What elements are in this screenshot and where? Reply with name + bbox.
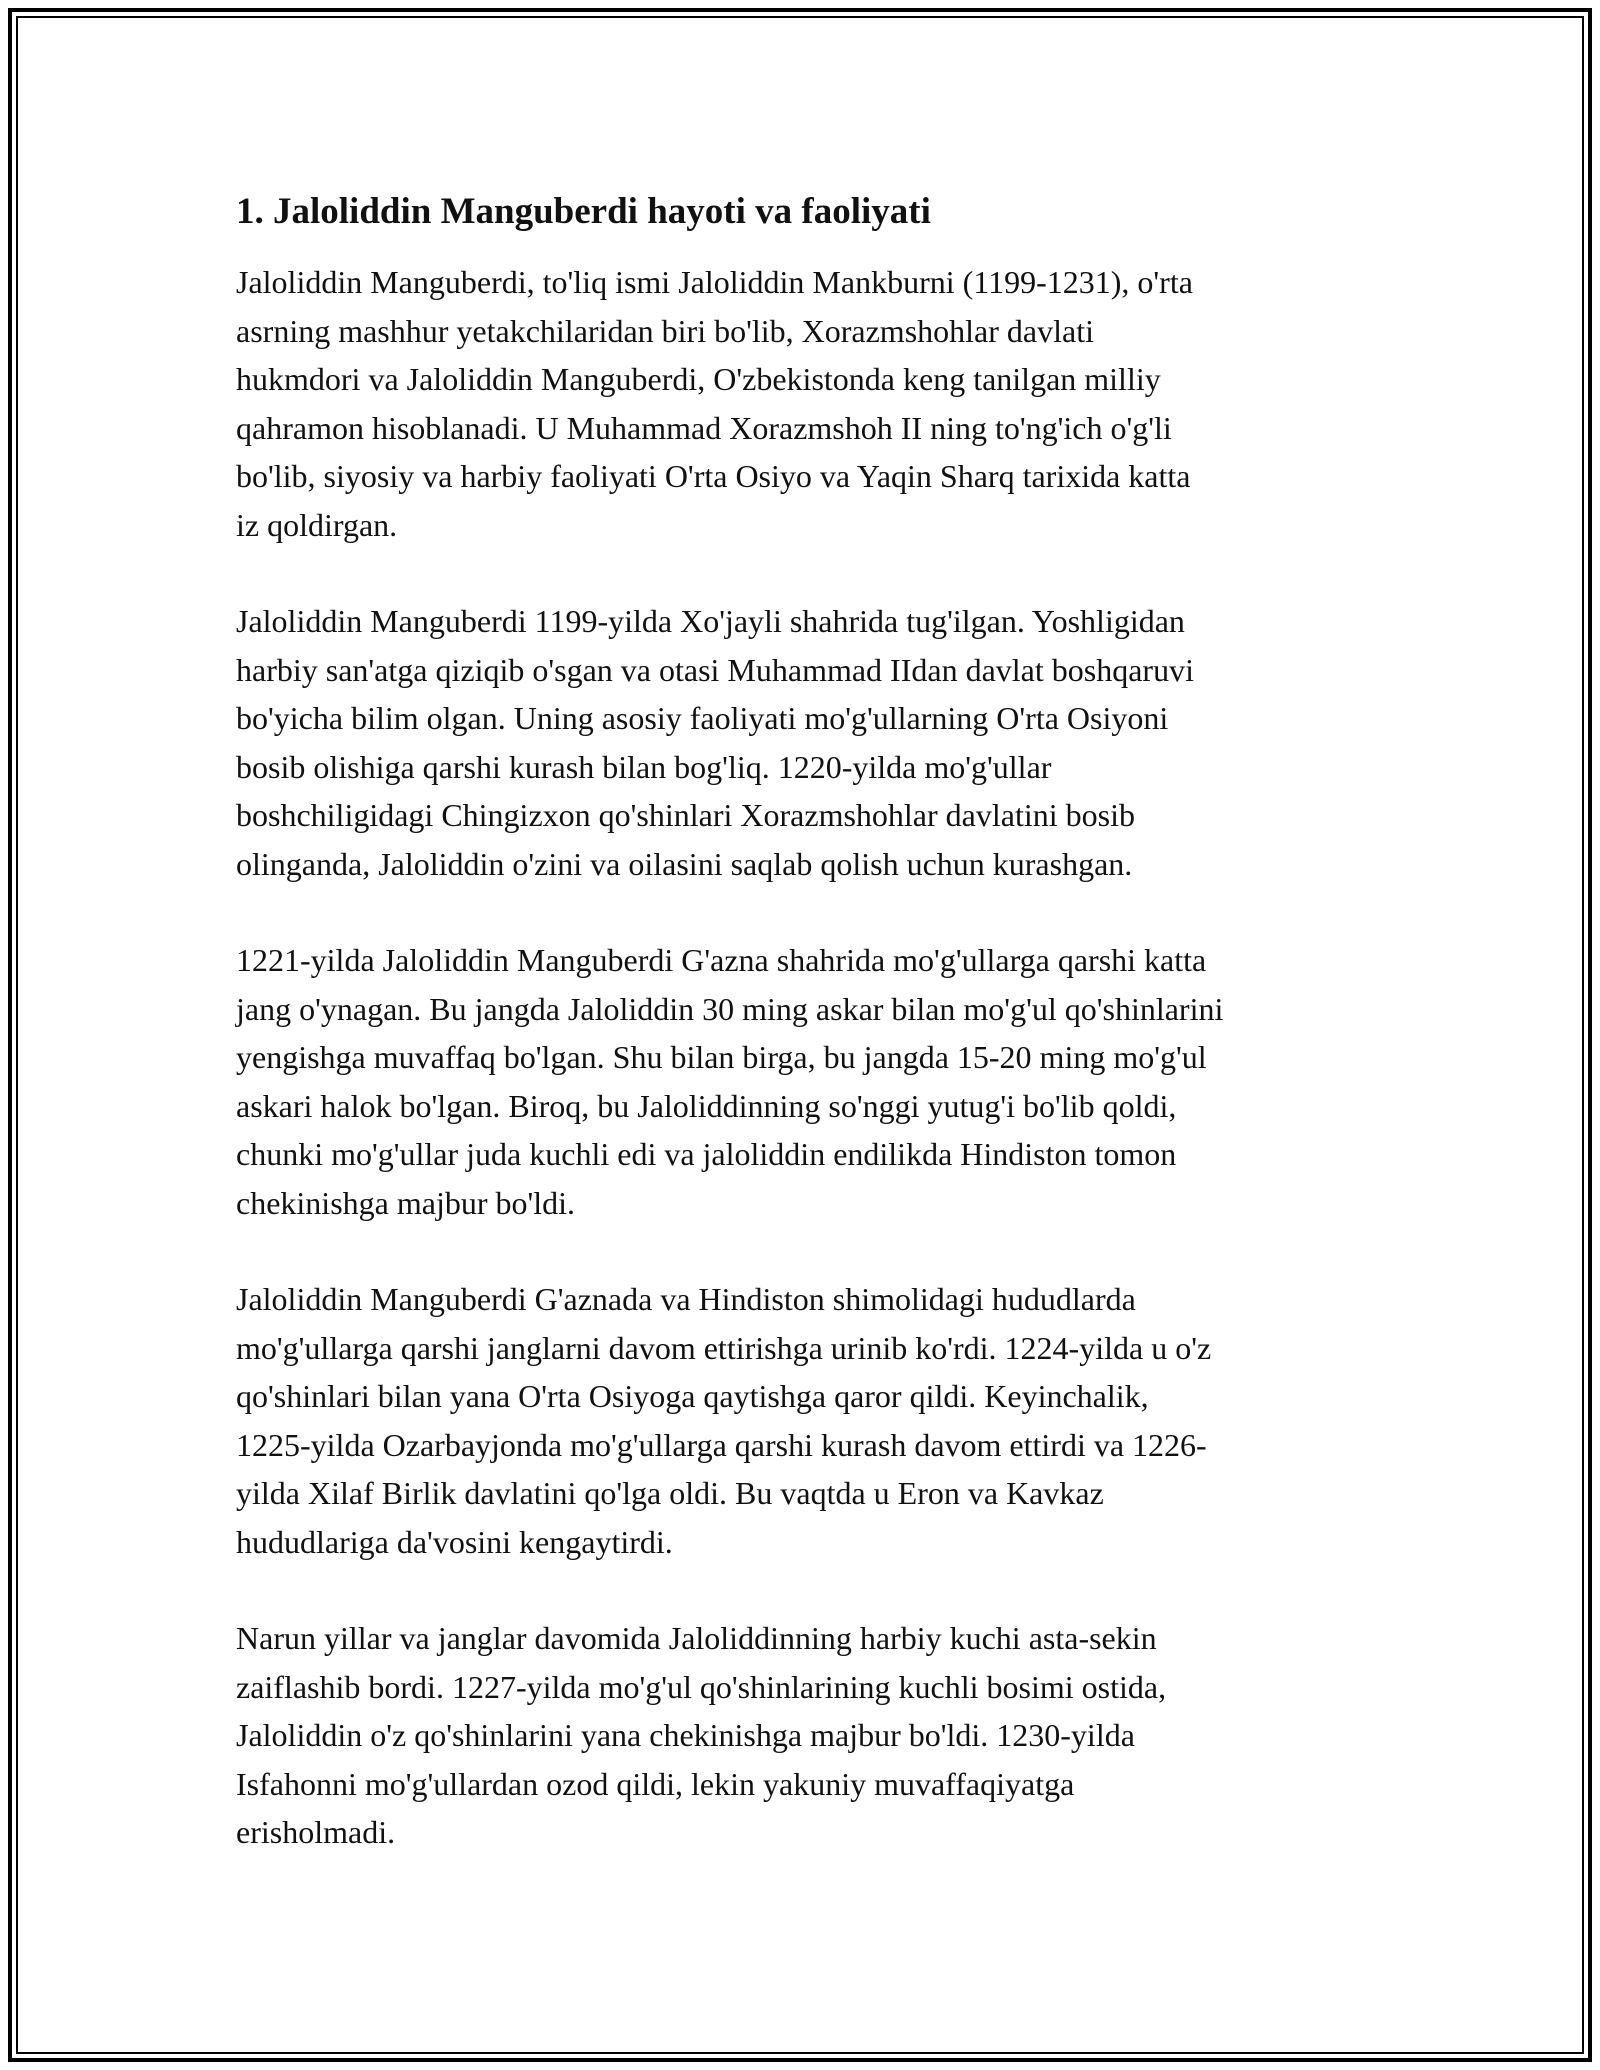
- paragraph-line: bosib olishiga qarshi kurash bilan bog'liq. 1220-yilda mo'g'ullar: [236, 748, 1052, 785]
- paragraph-line: yengishga muvaffaq bo'lgan. Shu bilan birga, bu jangda 15-20 ming mo'g'ul: [236, 1039, 1207, 1075]
- paragraph-line: yilda Xilaf Birlik davlatini qo'lga oldi. Bu vaqtda u Eron va Kavkaz: [236, 1475, 1104, 1511]
- paragraph-line: bo'lib, siyosiy va harbiy faoliyati O'rta Osiyo va Yaqin Sharq tarixida katta: [236, 458, 1191, 494]
- paragraph-4: [236, 1275, 1386, 1566]
- paragraph-line: Narun yillar va janglar davomida Jaloliddinning harbiy kuchi asta-sekin: [236, 1620, 1157, 1656]
- paragraph-line: hududlariga da'vosini kengaytirdi.: [236, 1523, 673, 1560]
- paragraph-line: olinganda, Jaloliddin o'zini va oilasini saqlab qolish uchun kurashgan.: [236, 845, 1133, 882]
- section-title: 1. Jaloliddin Manguberdi hayoti va faoliyati: [236, 191, 931, 232]
- paragraph-line: Jaloliddin o'z qo'shinlarini yana chekinishga majbur bo'ldi. 1230-yilda: [236, 1717, 1135, 1753]
- paragraph-line: hukmdori va Jaloliddin Manguberdi, O'zbekistonda keng tanilgan milliy: [236, 361, 1161, 397]
- paragraph-line: 1221-yilda Jaloliddin Manguberdi G'azna shahrida mo'g'ullarga qarshi katta: [236, 942, 1207, 978]
- paragraph-line: erisholmadi.: [236, 1814, 396, 1850]
- paragraph-line: jang o'ynagan. Bu jangda Jaloliddin 30 ming askar bilan mo'g'ul qo'shinlarini: [236, 990, 1224, 1027]
- paragraph-5: [236, 1614, 1386, 1857]
- paragraph-line: iz qoldirgan.: [236, 506, 398, 543]
- paragraph-line: 1225-yilda Ozarbayjonda mo'g'ullarga qarshi kurash davom ettirdi va 1226-: [236, 1426, 1207, 1463]
- paragraph-line: chunki mo'g'ullar juda kuchli edi va jaloliddin endilikda Hindiston tomon: [236, 1136, 1177, 1172]
- paragraph-line: harbiy san'atga qiziqib o'sgan va otasi Muhammad IIdan davlat boshqaruvi: [236, 651, 1194, 688]
- paragraph-line: Isfahonni mo'g'ullardan ozod qildi, lekin yakuniy muvaffaqiyatga: [236, 1765, 1075, 1802]
- paragraph-line: qahramon hisoblanadi. U Muhammad Xorazmshoh II ning to'ng'ich o'g'li: [236, 409, 1172, 446]
- paragraph-line: qo'shinlari bilan yana O'rta Osiyoga qaytishga qaror qildi. Keyinchalik,: [236, 1378, 1149, 1414]
- paragraph-line: mo'g'ullarga qarshi janglarni davom ettirishga urinib ko'rdi. 1224-yilda u o'z: [236, 1329, 1212, 1366]
- paragraph-line: boshchiligidagi Chingizxon qo'shinlari Xorazmshohlar davlatini bosib: [236, 797, 1135, 833]
- paragraph-line: bo'yicha bilim olgan. Uning asosiy faoliyati mo'g'ullarning O'rta Osiyoni: [236, 700, 1169, 736]
- paragraph-1: [236, 258, 1386, 549]
- document-body: [236, 186, 1386, 1905]
- paragraph-line: askari halok bo'lgan. Biroq, bu Jaloliddinning so'nggi yutug'i bo'lib qoldi,: [236, 1087, 1177, 1124]
- paragraph-line: chekinishga majbur bo'ldi.: [236, 1184, 576, 1221]
- paragraph-3: [236, 936, 1386, 1227]
- paragraph-line: asrning mashhur yetakchilaridan biri bo'lib, Xorazmshohlar davlati: [236, 312, 1094, 349]
- paragraph-2: [236, 597, 1386, 888]
- paragraph-line: Jaloliddin Manguberdi 1199-yilda Xo'jayli shahrida tug'ilgan. Yoshligidan: [236, 603, 1185, 639]
- paragraph-line: Jaloliddin Manguberdi, to'liq ismi Jaloliddin Mankburni (1199-1231), o'rta: [236, 264, 1193, 300]
- paragraph-line: zaiflashib bordi. 1227-yilda mo'g'ul qo'shinlarining kuchli bosimi ostida,: [236, 1668, 1167, 1705]
- paragraph-line: Jaloliddin Manguberdi G'aznada va Hindiston shimolidagi hududlarda: [236, 1281, 1136, 1317]
